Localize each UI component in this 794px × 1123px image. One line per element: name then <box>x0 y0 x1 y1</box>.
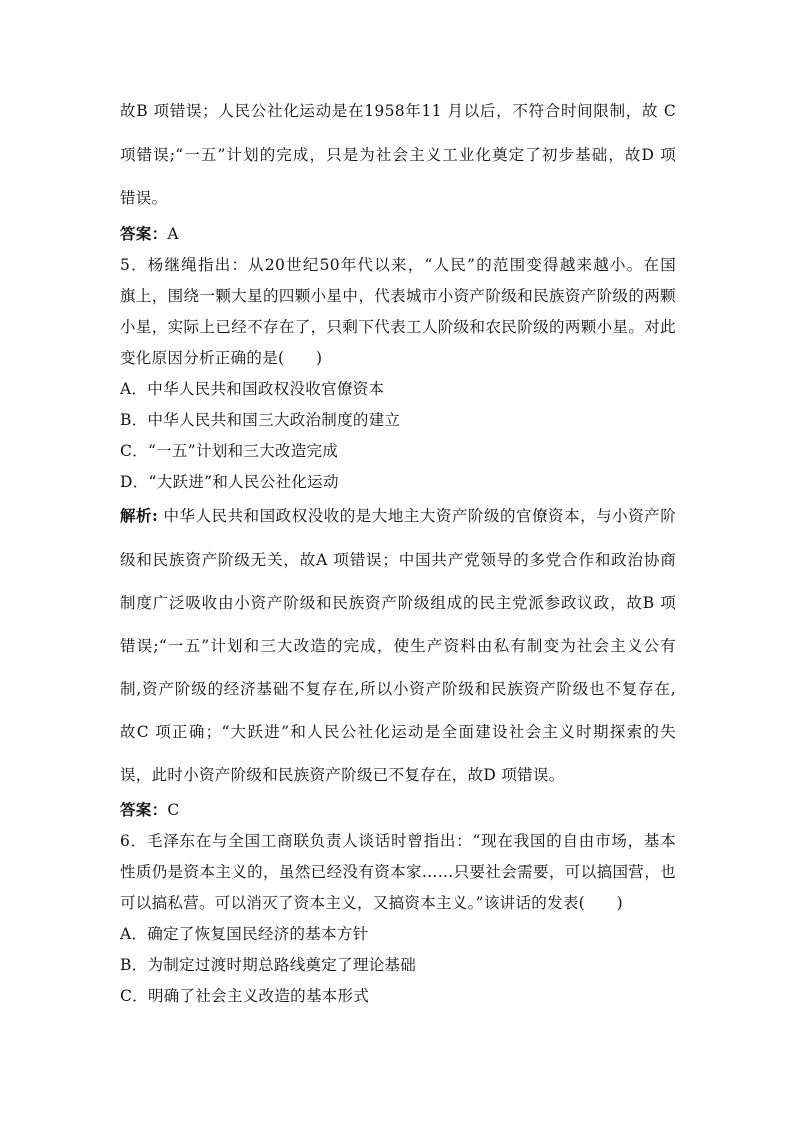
q5-stem-line-2: 旗上，围绕一颗大星的四颗小星中，代表城市小资产阶级和民族资产阶级的两颗 <box>120 287 676 305</box>
analysis-label: 解析: <box>120 506 159 525</box>
analysis-text: 中华人民共和国政权没收的是大地主大资产阶级的官僚资本，与小资产阶 <box>158 507 676 525</box>
answer-4 <box>120 224 179 244</box>
q5-stem-line-4: 变化原因分析正确的是( ) <box>120 349 323 367</box>
q5-analysis-line-7: 误，此时小资产阶级和民族资产阶级已不复存在，故D 项错误。 <box>120 766 565 784</box>
q5-option-c: C．“一五”计划和三大改造完成 <box>120 442 339 460</box>
answer-5 <box>120 800 180 820</box>
q5-analysis-line-4: 错误;“一五”计划和三大改造的完成，使生产资料由私有制变为社会主义公有 <box>120 637 676 655</box>
q6-stem-line-2: 性质仍是资本主义的，虽然已经没有资本家……只要社会需要，可以搞国营，也 <box>120 863 676 881</box>
q5-stem-line-3: 小星，实际上已经不存在了，只剩下代表工人阶级和农民阶级的两颗小星。对此 <box>120 318 676 336</box>
q5-stem-line-1: 5．杨继绳指出：从20世纪50年代以来，“人民”的范围变得越来越小。在国 <box>120 256 676 274</box>
q6-option-a: A．确定了恢复国民经济的基本方针 <box>120 925 369 943</box>
q5-option-b: B．中华人民共和国三大政治制度的建立 <box>120 411 401 429</box>
answer-value: A <box>167 225 179 243</box>
answer-value: C <box>167 801 180 819</box>
answer-label: 答案： <box>120 224 168 243</box>
q5-analysis-line-2: 级和民族资产阶级无关，故A 项错误；中国共产党领导的多党合作和政治协商 <box>120 551 676 569</box>
q6-stem-line-1: 6．毛泽东在与全国工商联负责人谈话时曾指出：“现在我国的自由市场，基本 <box>120 832 676 850</box>
q5-analysis-line-3: 制度广泛吸收由小资产阶级和民族资产阶级组成的民主党派参政议政，故B 项 <box>120 594 676 612</box>
q5-analysis-line-1 <box>120 506 676 526</box>
q5-option-a: A．中华人民共和国政权没收官僚资本 <box>120 380 385 398</box>
explanation-line-3: 错误。 <box>120 189 168 207</box>
q5-analysis-line-6: 故C 项正确；“大跃进”和人民公社化运动是全面建设社会主义时期探索的失 <box>120 723 676 741</box>
q6-stem-line-3: 可以搞私营。可以消灭了资本主义，又搞资本主义。”该讲话的发表( ) <box>120 894 623 912</box>
explanation-line-1: 故B 项错误；人民公社化运动是在1958年11 月以后，不符合时间限制，故 C <box>120 102 676 120</box>
q6-option-b: B．为制定过渡时期总路线奠定了理论基础 <box>120 956 417 974</box>
q6-option-c: C．明确了社会主义改造的基本形式 <box>120 987 370 1005</box>
explanation-line-2: 项错误;“一五”计划的完成，只是为社会主义工业化奠定了初步基础，故D 项 <box>120 146 676 164</box>
answer-label: 答案： <box>120 800 168 819</box>
q5-analysis-line-5: 制,资产阶级的经济基础不复存在,所以小资产阶级和民族资产阶级也不复存在, <box>120 680 676 698</box>
q5-option-d: D．“大跃进”和人民公社化运动 <box>120 473 339 491</box>
